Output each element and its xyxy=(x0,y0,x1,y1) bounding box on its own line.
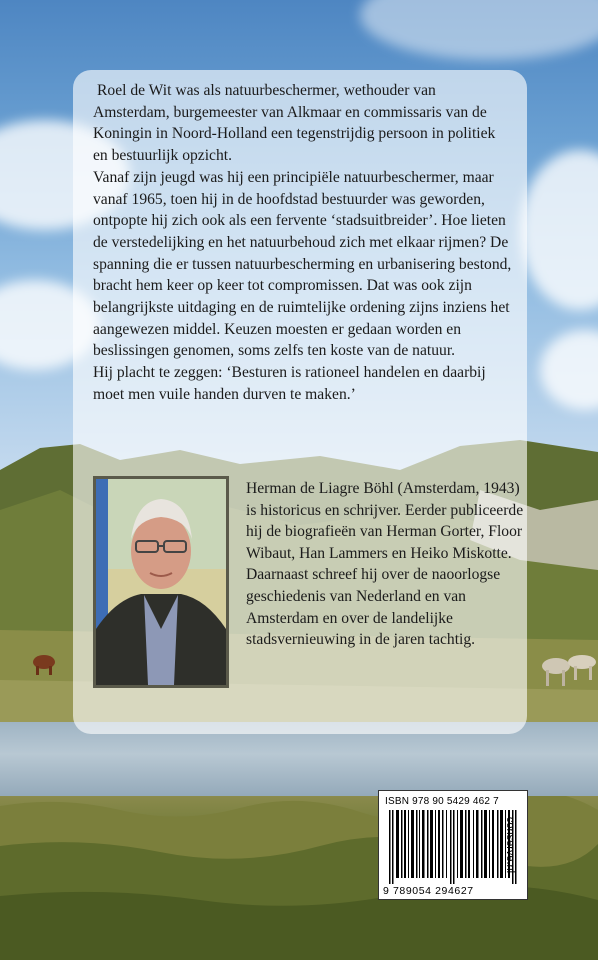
blurb-paragraph-2: Vanaf zijn jeugd was hij een principiële natuurbeschermer, maar vanaf 1965, toen hij in de hoofdstad bestuurder was geworden, ontpopte hij zich ook als een fervente ‘stadsuitbreider’. Hoe lieten de verstedelijking en het natuurbehoud zich met elkaar rijmen? De spanning die er tussen natuurbescherming en urbanisering bestond, bracht hem keer op keer tot compromissen. Dat was ook zijn belangrijkste uitdaging en de ruimtelijke ordening zijns inziens het aangewezen middel. Keuzen moesten er gedaan worden en beslissingen genomen, soms zelfs ten koste van de natuur. xyxy=(93,168,512,360)
isbn-label: ISBN 978 90 5429 462 7 xyxy=(385,796,499,807)
back-cover-blurb xyxy=(93,80,513,406)
author-photo xyxy=(93,476,229,688)
blurb-paragraph-1: Roel de Wit was als natuurbeschermer, wethouder van Amsterdam, burgemeester van Alkmaar en commissaris van de Koningin in Noord-Holland een tegenstrijdig persoon in politiek en bestuurlijk opzicht. xyxy=(93,82,496,165)
horses-right xyxy=(534,650,598,690)
horse-left xyxy=(30,650,60,676)
isbn-digits: 9 789054 294627 xyxy=(383,885,474,897)
publisher-url[interactable]: conserve.nl xyxy=(504,816,516,874)
barcode-bars xyxy=(389,810,519,884)
blurb-paragraph-3: Hij placht te zeggen: ‘Besturen is rationeel handelen en daarbij moet men vuile handen durven te maken.’ xyxy=(93,364,486,403)
author-portrait xyxy=(96,479,226,685)
author-bio: Herman de Liagre Böhl (Amsterdam, 1943) is historicus en schrijver. Eerder publiceerde hij de biografieën van Herman Gorter, Floor Wibaut, Han Lammers en Heiko Miskotte. Daarnaast schreef hij over de naoorlogse geschiedenis van Nederland en van Amsterdam en over de landelijke stadsvernieuwing in de jaren tachtig. xyxy=(246,480,524,649)
